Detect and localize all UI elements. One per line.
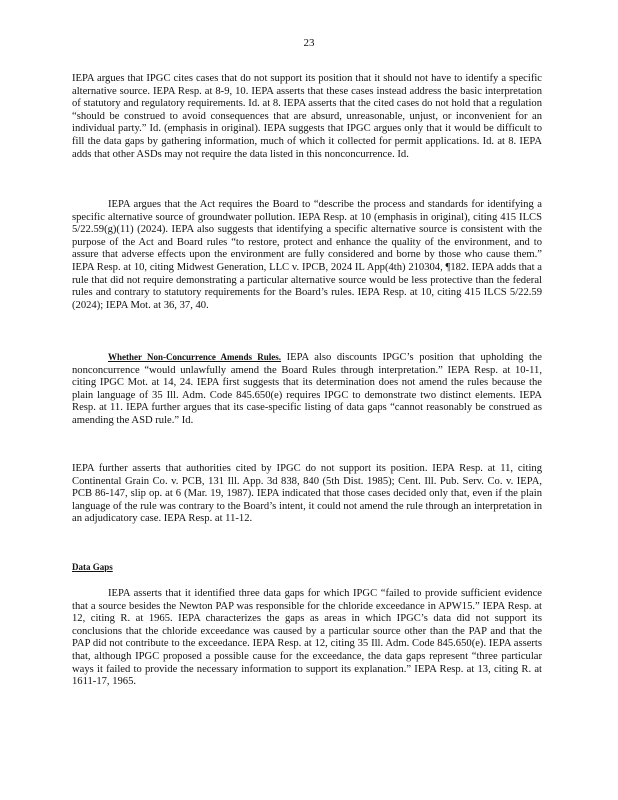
section-heading-data-gaps: Data Gaps: [72, 562, 113, 572]
page-number: 23: [303, 37, 315, 49]
paragraph-3: [72, 351, 542, 428]
paragraph-2: IEPA argues that the Act requires the Board to “describe the process and standards for identifying a specific alternative source of groundwater pollution. IEPA Resp. at 10 (emphasis in original), citing 415 ILCS 5/22.59(g)(11) (2024). IEPA also suggests that identifying a specific alternative source is consistent with the purpose of the Act and Board rules “to restore, protect and enhance the quality of the environment, and to assure that adverse effects upon the environment are fully considered and borne by those who cause them.” IEPA Resp. at 10, citing Midwest Generation, LLC v. IPCB, 2024 IL App(4th) 210304, ¶182. IEPA adds that a rule that did not require demonstrating a particular alternative source would be less protective than the federal rules and contrary to statutory requirements for the Board’s rules. IEPA Resp. at 10, citing 415 ILCS 5/22.59 (2024); IEPA Mot. at 36, 37, 40.: [72, 199, 542, 311]
paragraph-1: IEPA argues that IPGC cites cases that do not support its position that it should not have to identify a specific alternative source. IEPA Resp. at 8-9, 10. IEPA asserts that these cases instead address the basic interpretation of statutory and regulatory requirements. Id. at 8. IEPA asserts that the cited cases do not hold that a regulation “should be construed to avoid consequences that are absurd, unreasonable, unjust, or inconvenient for an individual party.” Id. (emphasis in original). IEPA suggests that IPGC argues only that it would be difficult to fill the data gaps by gathering information, much of which it collected for permit applications. Id. at 8. IEPA adds that other ASDs may not require the data listed in this nonconcurrence. Id.: [72, 73, 542, 160]
paragraph-4: IEPA further asserts that authorities cited by IPGC do not support its position. IEPA Resp. at 11, citing Continental Grain Co. v. PCB, 131 Ill. App. 3d 838, 840 (5th Dist. 1985); Cent. Ill. Pub. Serv. Co. v. IEPA, PCB 86-147, slip op. at 6 (Mar. 19, 1987). IEPA indicated that those cases decided only that, even if the plain language of the rule was contrary to the Board’s intent, it could not amend the rule through an interpretation in an adjudicatory case. IEPA Resp. at 11-12.: [72, 463, 542, 525]
paragraph-3-text: IEPA also discounts IPGC’s position that upholding the nonconcurrence “would unlawfully amend the Board Rules through interpretation.” IEPA Resp. at 10-11, citing IPGC Mot. at 14, 24. IEPA first suggests that its determination does not amend the rules because the plain language of 35 Ill. Adm. Code 845.650(e) requires IPGC to demonstrate two distinct elements. IEPA Resp. at 11. IEPA further argues that its case-specific listing of data gaps “cannot reasonably be construed as amending the ASD rule.” Id.: [72, 352, 542, 426]
paragraph-3-heading: Whether Non-Concurrence Amends Rules.: [108, 352, 282, 362]
paragraph-5: IEPA asserts that it identified three data gaps for which IPGC “failed to provide sufficient evidence that a source besides the Newton PAP was responsible for the chloride exceedance in APW15.” IEPA Resp. at 12, citing R. at 1965. IEPA characterizes the gaps as areas in which IPGC’s data did not support its conclusions that the chloride exceedance was caused by a particular source other than the PAP and that the PAP did not contribute to the exceedance. IEPA Resp. at 12, citing 35 Ill. Adm. Code 845.650(e). IEPA asserts that, although IPGC proposed a possible cause for the exceedance, the data gaps represent “three particular ways it failed to provide the necessary information to support its explanation.” IEPA Resp. at 13, citing R. at 1611-17, 1965.: [72, 588, 542, 688]
